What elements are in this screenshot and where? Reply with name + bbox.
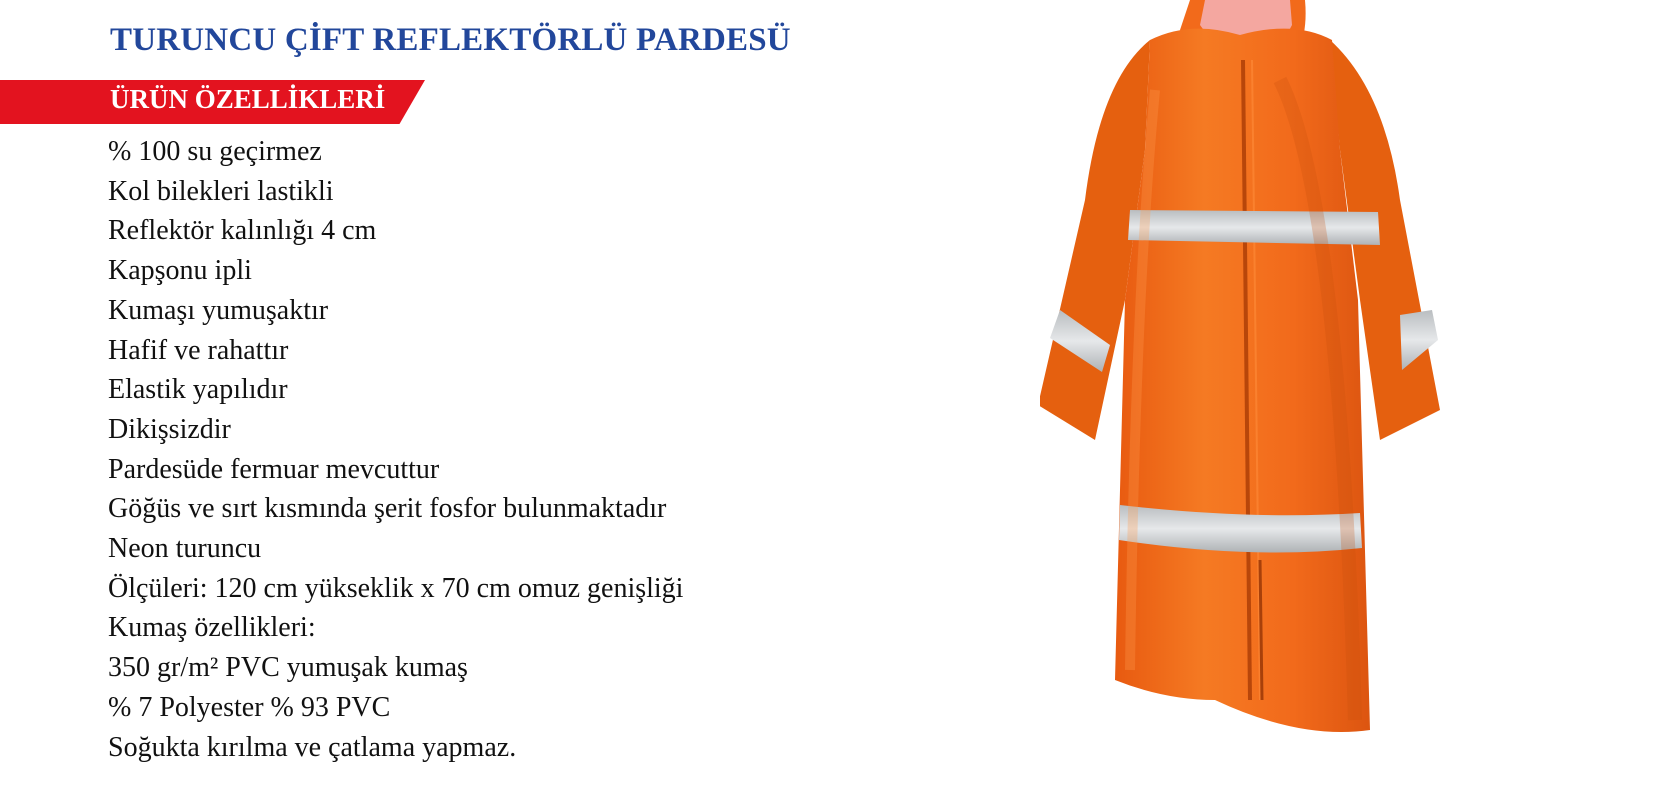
raincoat-illustration — [1040, 0, 1470, 783]
feature-item: Dikişsizdir — [108, 413, 231, 445]
feature-item: Elastik yapılıdır — [108, 374, 288, 406]
chest-reflector — [1128, 210, 1380, 245]
feature-list — [108, 132, 683, 767]
feature-item: Hafif ve rahattır — [108, 334, 289, 366]
feature-item: Kol bilekleri lastikli — [108, 175, 334, 207]
feature-item: 350 gr/m² PVC yumuşak kumaş — [108, 652, 468, 684]
section-header-label: ÜRÜN ÖZELLİKLERİ — [110, 84, 386, 114]
feature-item: Reflektör kalınlığı 4 cm — [108, 215, 377, 247]
page-title: TURUNCU ÇİFT REFLEKTÖRLÜ PARDESÜ — [110, 22, 791, 58]
feature-item: Soğukta kırılma ve çatlama yapmaz. — [108, 731, 517, 763]
feature-item: % 7 Polyester % 93 PVC — [108, 691, 391, 723]
feature-item: Ölçüleri: 120 cm yükseklik x 70 cm omuz genişliği — [108, 572, 684, 604]
feature-item: Neon turuncu — [108, 533, 262, 565]
product-image — [1040, 0, 1470, 783]
feature-item: Kapşonu ipli — [108, 255, 252, 287]
feature-item: Pardesüde fermuar mevcuttur — [108, 453, 440, 485]
feature-item: Kumaşı yumuşaktır — [108, 294, 329, 326]
feature-item: Göğüs ve sırt kısmında şerit fosfor bulunmaktadır — [108, 493, 667, 525]
feature-item: % 100 su geçirmez — [108, 136, 322, 167]
feature-item: Kumaş özellikleri: — [108, 612, 316, 644]
